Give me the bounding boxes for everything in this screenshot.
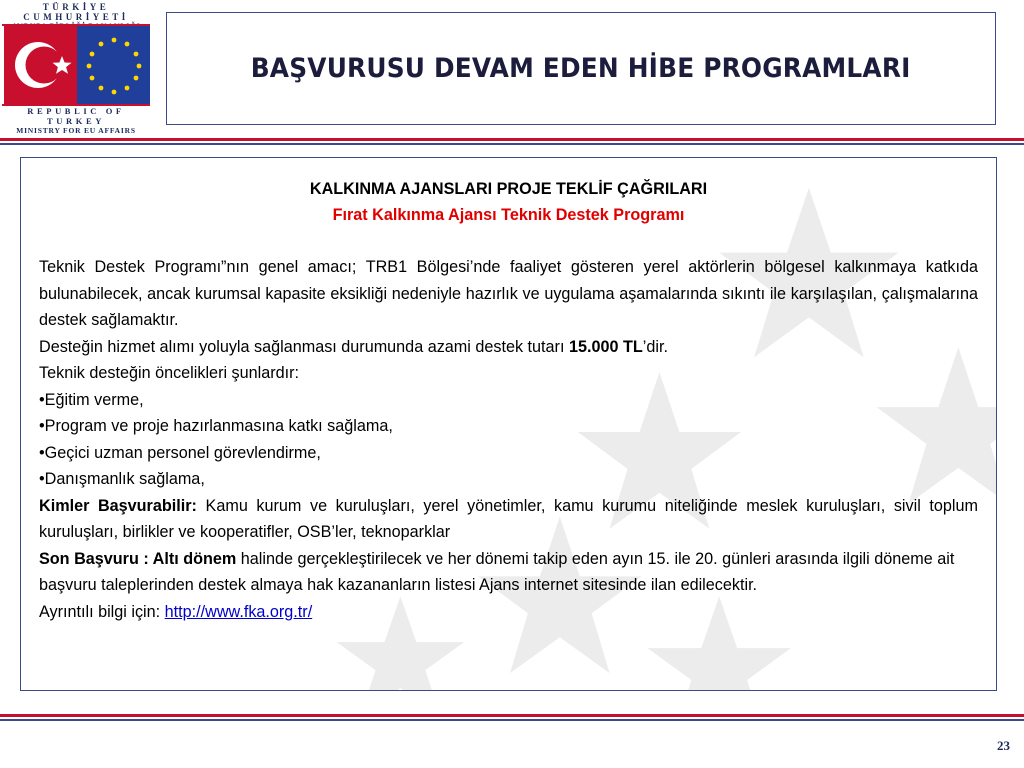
program-heading: Fırat Kalkınma Ajansı Teknik Destek Programı <box>332 206 685 224</box>
list-item: •Geçici uzman personel görevlendirme, <box>39 443 321 462</box>
content-box <box>20 157 997 691</box>
paragraph-priorities: Teknik desteğin öncelikleri şunlardır: <box>39 364 300 382</box>
amount-text-pre: Desteğin hizmet alımı yoluyla sağlanması durumunda azami destek tutarı <box>39 337 569 356</box>
list-item: •Program ve proje hazırlanmasına katkı sağlama, <box>39 417 393 435</box>
paragraph-amount <box>39 334 978 361</box>
logo-line-3: REPUBLIC OF TURKEY <box>27 106 125 126</box>
content-body <box>21 158 996 625</box>
amount-text-post: ’dir. <box>642 337 668 356</box>
page-title: BAŞVURUSU DEVAM EDEN HİBE PROGRAMLARI <box>251 53 911 84</box>
paragraph-eligible <box>39 493 978 546</box>
logo-bottom-text <box>0 106 152 136</box>
info-label: Ayrıntılı bilgi için: <box>39 602 165 621</box>
paragraph-info <box>39 599 978 626</box>
amount-value: 15.000 TL <box>568 337 643 356</box>
website-link[interactable]: http://www.fka.org.tr/ <box>164 602 313 621</box>
ministry-logo <box>0 0 152 135</box>
flags-emblem-icon <box>4 26 150 104</box>
page-number: 23 <box>997 738 1010 753</box>
separator-red-bottom <box>0 714 1024 717</box>
title-box <box>166 12 996 125</box>
separator-navy-top <box>0 143 1024 145</box>
list-item: •Danışmanlık sağlama, <box>39 470 205 488</box>
section-heading: KALKINMA AJANSLARI PROJE TEKLİF ÇAĞRILARI <box>309 180 708 198</box>
paragraph-deadline <box>39 546 978 599</box>
logo-line-4: MINISTRY FOR EU AFFAIRS <box>16 126 136 135</box>
deadline-text: halinde gerçekleştirilecek ve her dönemi takip eden ayın 15. ile 20. günleri arasında ilgili döneme ait başvuru taleplerinden destek almaya hak kazananların listesi Ajans internet sitesinde ilan edilecektir. <box>39 549 955 594</box>
logo-line-1: TÜRKİYE CUMHURİYETİ <box>23 2 129 22</box>
list-item: •Eğitim verme, <box>39 390 144 409</box>
deadline-label: Son Başvuru : Altı dönem <box>39 549 237 568</box>
separator-navy-bottom <box>0 719 1024 721</box>
paragraph-purpose: Teknik Destek Programı”nın genel amacı; TRB1 Bölgesi’nde faaliyet gösteren yerel aktörlerin bölgesel kalkınmaya katkıda bulunabilecek, ancak kurumsal kapasite eksikliği nedeniyle hazırlık ve uygulama aşamalarında sıkıntı ile karşılaşılan, çalışmalarına destek sağlamaktır. <box>39 258 978 329</box>
eligible-label: Kimler Başvurabilir: <box>39 496 197 515</box>
eligible-text: Kamu kurum ve kuruluşları, yerel yönetimler, kamu kurumu niteliğinde meslek kuruluşları, sivil toplum kuruluşları, birlikler ve kooperatifler, OSB’ler, teknoparklar <box>39 496 978 541</box>
separator-red-top <box>0 138 1024 141</box>
